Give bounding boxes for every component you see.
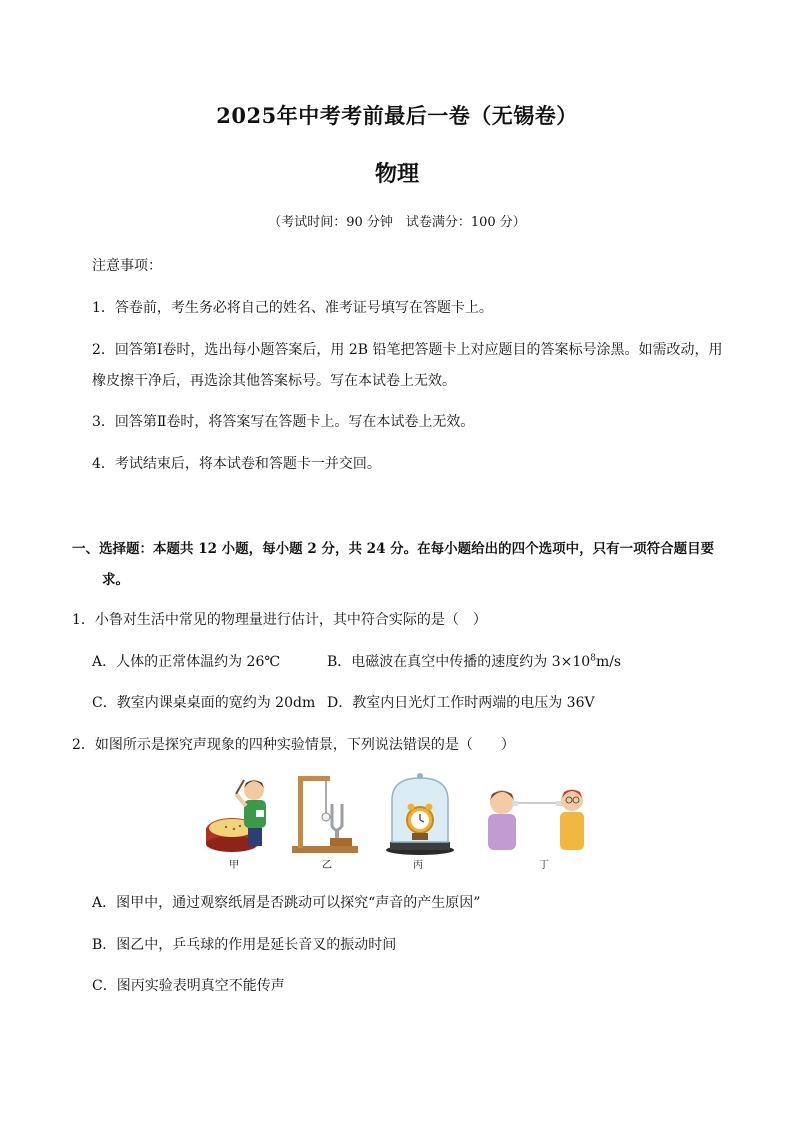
notes-heading: 注意事项： bbox=[92, 258, 162, 274]
question-2-stem: 2．如图所示是探究声现象的四种实验情景，下列说法错误的是（ ） bbox=[72, 737, 515, 753]
option-b-text: B．电磁波在真空中传播的速度约为 3×10 bbox=[327, 654, 591, 670]
subject-title: 物理 bbox=[374, 161, 419, 187]
question-2-option-a: A．图甲中，通过观察纸屑是否跳动可以探究“声音的产生原因” bbox=[92, 895, 481, 911]
question-2-option-b: B．图乙中，乒乓球的作用是延长音叉的振动时间 bbox=[92, 937, 397, 953]
figure-label-ding: 丁 bbox=[539, 860, 549, 871]
exam-info: （考试时间：90 分钟 试卷满分：100 分） bbox=[268, 215, 526, 230]
bell-jar-figure bbox=[382, 770, 462, 858]
question-1-option-b bbox=[327, 651, 621, 671]
section-heading: 一、选择题：本题共 12 小题，每小题 2 分，共 24 分。在每小题给出的四个选项中，只有一项符合题目要 bbox=[72, 541, 715, 557]
question-2-figures bbox=[0, 770, 794, 870]
option-b-exponent: 8 bbox=[590, 653, 596, 664]
note-item-4: 4．考试结束后，将本试卷和答题卡一并交回。 bbox=[92, 456, 381, 472]
drum-experiment-figure bbox=[200, 770, 280, 858]
note-item-2: 2．回答第Ⅰ卷时，选出每小题答案后，用 2B 铅笔把答题卡上对应题目的答案标号涂黑。如需改动，用 bbox=[92, 342, 723, 358]
tuning-fork-figure bbox=[288, 770, 368, 858]
question-1-option-d: D．教室内日光灯工作时两端的电压为 36V bbox=[327, 695, 595, 711]
figure-label-yi: 乙 bbox=[322, 860, 332, 871]
figure-label-bing: 丙 bbox=[413, 860, 423, 871]
note-item-1: 1．答卷前，考生务必将自己的姓名、准考证号填写在答题卡上。 bbox=[92, 300, 493, 316]
question-1-option-c: C．教室内课桌桌面的宽约为 20dm bbox=[92, 695, 316, 711]
option-b-unit: m/s bbox=[595, 654, 622, 670]
figure-label-jia: 甲 bbox=[229, 860, 239, 871]
note-item-2-cont: 橡皮擦干净后，再选涂其他答案标号。写在本试卷上无效。 bbox=[92, 373, 456, 389]
question-1-option-a: A．人体的正常体温约为 26℃ bbox=[92, 654, 281, 670]
note-item-3: 3．回答第Ⅱ卷时，将答案写在答题卡上。写在本试卷上无效。 bbox=[92, 414, 475, 430]
string-telephone-figure bbox=[482, 770, 592, 858]
question-1-stem: 1．小鲁对生活中常见的物理量进行估计，其中符合实际的是（ ） bbox=[72, 612, 487, 628]
question-2-option-c: C．图丙实验表明真空不能传声 bbox=[92, 978, 285, 994]
section-heading-cont: 求。 bbox=[102, 572, 129, 588]
exam-title: 2025年中考考前最后一卷（无锡卷） bbox=[216, 103, 578, 128]
